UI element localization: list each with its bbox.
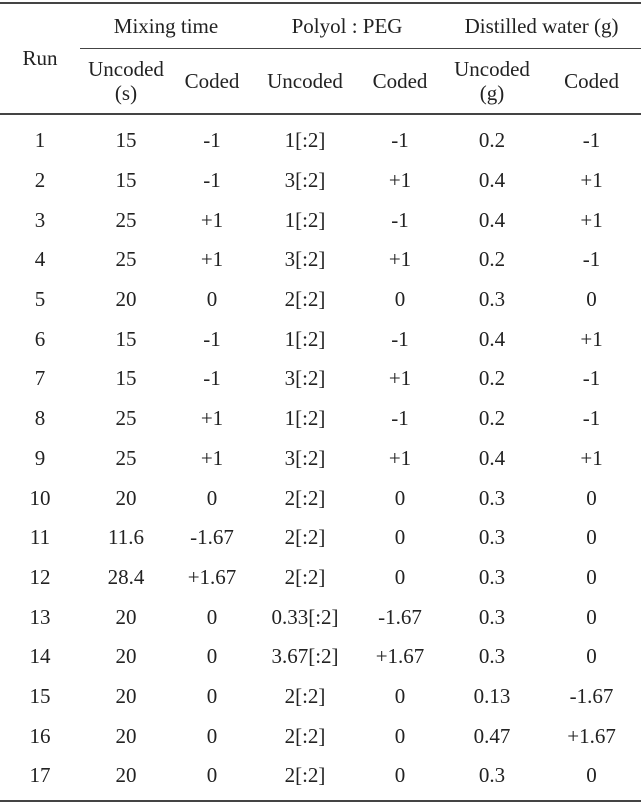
water-uncoded-cell: 0.3: [478, 604, 506, 629]
polyol-coded-cell: 0: [358, 756, 442, 801]
polyol-coded-cell: -1: [391, 406, 409, 431]
water-uncoded-cell: 0.2: [478, 128, 506, 153]
header-polyol-peg: Polyol : PEG: [252, 3, 442, 49]
table-row: [0, 359, 641, 399]
design-of-experiments-table: [0, 2, 641, 802]
header-polyol-uncoded: Uncoded: [267, 69, 343, 93]
water-coded-cell: -1: [582, 406, 601, 431]
run-cell: 11: [29, 525, 51, 550]
header-row-groups: [0, 3, 641, 49]
mixing-coded-cell: 0: [206, 723, 218, 748]
polyol-coded-cell: +1: [388, 366, 412, 391]
polyol-coded-cell: 0: [394, 683, 406, 708]
mixing-uncoded-cell: 25: [115, 207, 137, 232]
water-coded-cell: +1: [580, 326, 603, 351]
mixing-uncoded-cell: 28.4: [107, 564, 145, 589]
header-mixing-uncoded-unit: (s): [114, 81, 138, 105]
water-coded-cell: 0: [586, 525, 597, 550]
table-row: [0, 597, 641, 637]
mixing-coded-cell: 0: [206, 287, 218, 312]
polyol-uncoded-cell: 2[:2]: [284, 564, 326, 589]
mixing-coded-cell: -1: [203, 168, 221, 193]
polyol-coded-cell: +1: [388, 168, 412, 193]
polyol-coded-cell: +1: [388, 247, 412, 272]
polyol-uncoded-cell: 2[:2]: [284, 525, 326, 550]
mixing-uncoded-cell: 20: [115, 683, 137, 708]
polyol-uncoded-cell: 1[:2]: [284, 207, 326, 232]
polyol-uncoded-cell: 0.33[:2]: [271, 604, 339, 629]
mixing-coded-cell: -1.67: [190, 525, 234, 550]
table-row: [0, 478, 641, 518]
header-mixing-coded: Coded: [184, 69, 240, 93]
polyol-coded-cell: -1: [391, 128, 409, 153]
polyol-uncoded-cell: 1[:2]: [284, 128, 326, 153]
run-cell: 9: [34, 445, 46, 470]
polyol-uncoded-cell: 2[:2]: [284, 683, 326, 708]
polyol-uncoded-cell: 3[:2]: [284, 168, 326, 193]
water-uncoded-cell: 0.3: [478, 485, 506, 510]
water-uncoded-cell: 0.2: [478, 406, 506, 431]
mixing-uncoded-cell: 20: [115, 287, 137, 312]
water-uncoded-cell: 0.3: [478, 287, 506, 312]
table-row: [0, 439, 641, 479]
mixing-uncoded-cell: 25: [115, 247, 137, 272]
table-row: [0, 319, 641, 359]
polyol-uncoded-cell: 1[:2]: [284, 326, 326, 351]
water-coded-cell: 0: [586, 287, 597, 312]
polyol-coded-cell: 0: [394, 485, 406, 510]
water-uncoded-cell: 0.2: [478, 247, 506, 272]
water-uncoded-cell: 0.4: [478, 168, 506, 193]
mixing-coded-cell: +1: [200, 445, 224, 470]
run-cell: 14: [29, 644, 51, 669]
polyol-coded-cell: 0: [394, 723, 406, 748]
run-cell: 6: [34, 326, 46, 351]
table-header: [0, 3, 641, 114]
water-uncoded-cell: 0.3: [442, 756, 542, 801]
mixing-uncoded-cell: 15: [115, 366, 137, 391]
header-water-coded: Coded: [564, 69, 619, 93]
mixing-coded-cell: 0: [206, 644, 218, 669]
header-mixing-uncoded-label: Uncoded: [88, 57, 164, 81]
mixing-coded-cell: -1: [203, 366, 221, 391]
water-coded-cell: -1.67: [569, 683, 614, 708]
mixing-uncoded-cell: 15: [115, 128, 137, 153]
table-row: [0, 637, 641, 677]
header-polyol-coded: Coded: [372, 69, 428, 93]
run-cell: 4: [34, 247, 46, 272]
mixing-coded-cell: -1: [203, 128, 221, 153]
water-coded-cell: -1: [582, 366, 601, 391]
polyol-coded-cell: 0: [394, 525, 406, 550]
polyol-coded-cell: -1: [391, 207, 409, 232]
run-cell: 3: [34, 207, 46, 232]
mixing-uncoded-cell: 11.6: [108, 525, 144, 550]
run-cell: 2: [34, 168, 46, 193]
mixing-uncoded-cell: 15: [115, 326, 137, 351]
polyol-uncoded-cell: 3[:2]: [284, 445, 326, 470]
table-row: [0, 399, 641, 439]
run-cell: 12: [29, 564, 51, 589]
header-water-uncoded-label: Uncoded: [454, 57, 530, 81]
mixing-uncoded-cell: 20: [80, 756, 172, 801]
mixing-uncoded-cell: 20: [115, 644, 137, 669]
table-row: [0, 240, 641, 280]
polyol-coded-cell: -1: [391, 326, 409, 351]
water-coded-cell: -1: [582, 247, 601, 272]
mixing-uncoded-cell: 15: [115, 168, 137, 193]
header-water-uncoded: [442, 49, 542, 115]
water-uncoded-cell: 0.47: [473, 723, 511, 748]
polyol-uncoded-cell: 3[:2]: [284, 366, 326, 391]
run-cell: 5: [34, 287, 46, 312]
table-row: [0, 518, 641, 558]
water-coded-cell: 0: [586, 485, 597, 510]
header-water-uncoded-unit: (g): [479, 81, 505, 105]
water-uncoded-cell: 0.4: [478, 445, 506, 470]
polyol-uncoded-cell: 2[:2]: [252, 756, 358, 801]
polyol-coded-cell: +1.67: [375, 644, 425, 669]
table-row: [0, 677, 641, 717]
run-cell: 15: [29, 683, 51, 708]
header-run: Run: [0, 3, 80, 114]
table-row: [0, 756, 641, 801]
polyol-coded-cell: +1: [388, 445, 412, 470]
water-coded-cell: 0: [586, 644, 597, 669]
header-distilled-water: Distilled water (g): [442, 3, 641, 49]
water-coded-cell: 0: [586, 604, 597, 629]
polyol-uncoded-cell: 3[:2]: [284, 247, 326, 272]
mixing-coded-cell: +1: [200, 247, 224, 272]
table-row: [0, 200, 641, 240]
polyol-coded-cell: -1.67: [378, 604, 422, 629]
polyol-uncoded-cell: 3.67[:2]: [271, 644, 339, 669]
water-uncoded-cell: 0.13: [473, 683, 511, 708]
mixing-coded-cell: +1.67: [187, 564, 237, 589]
water-uncoded-cell: 0.3: [478, 564, 506, 589]
water-coded-cell: -1: [582, 128, 601, 153]
run-cell: 16: [29, 723, 51, 748]
header-mixing-uncoded: [80, 49, 172, 115]
water-uncoded-cell: 0.4: [478, 326, 506, 351]
mixing-coded-cell: 0: [206, 604, 218, 629]
water-uncoded-cell: 0.2: [478, 366, 506, 391]
table-row: [0, 161, 641, 201]
run-cell: 1: [34, 128, 46, 153]
mixing-coded-cell: 0: [206, 683, 218, 708]
water-uncoded-cell: 0.3: [478, 644, 506, 669]
run-cell: 8: [34, 406, 46, 431]
mixing-uncoded-cell: 25: [115, 445, 137, 470]
table-row: [0, 280, 641, 320]
water-coded-cell: +1: [580, 168, 603, 193]
water-coded-cell: +1.67: [567, 723, 616, 748]
header-mixing-time: Mixing time: [80, 3, 252, 49]
mixing-coded-cell: +1: [200, 406, 224, 431]
water-coded-cell: 0: [586, 564, 597, 589]
mixing-coded-cell: +1: [200, 207, 224, 232]
mixing-uncoded-cell: 20: [115, 723, 137, 748]
water-coded-cell: 0: [542, 756, 641, 801]
run-cell: 7: [34, 366, 46, 391]
run-cell: 17: [0, 756, 80, 801]
run-cell: 13: [29, 604, 51, 629]
polyol-coded-cell: 0: [394, 287, 406, 312]
table-row: [0, 716, 641, 756]
table-body: [0, 114, 641, 801]
water-uncoded-cell: 0.3: [478, 525, 506, 550]
mixing-coded-cell: 0: [206, 485, 218, 510]
mixing-uncoded-cell: 20: [115, 604, 137, 629]
run-cell: 10: [29, 485, 51, 510]
polyol-uncoded-cell: 2[:2]: [284, 723, 326, 748]
polyol-uncoded-cell: 1[:2]: [284, 406, 326, 431]
header-row-subcolumns: [0, 49, 641, 115]
table-row: [0, 114, 641, 161]
table-row: [0, 558, 641, 598]
mixing-uncoded-cell: 20: [115, 485, 137, 510]
mixing-uncoded-cell: 25: [115, 406, 137, 431]
mixing-coded-cell: -1: [203, 326, 221, 351]
water-coded-cell: +1: [580, 445, 603, 470]
mixing-coded-cell: 0: [172, 756, 252, 801]
polyol-uncoded-cell: 2[:2]: [284, 287, 326, 312]
water-uncoded-cell: 0.4: [478, 207, 506, 232]
water-coded-cell: +1: [580, 207, 603, 232]
polyol-coded-cell: 0: [394, 564, 406, 589]
polyol-uncoded-cell: 2[:2]: [284, 485, 326, 510]
